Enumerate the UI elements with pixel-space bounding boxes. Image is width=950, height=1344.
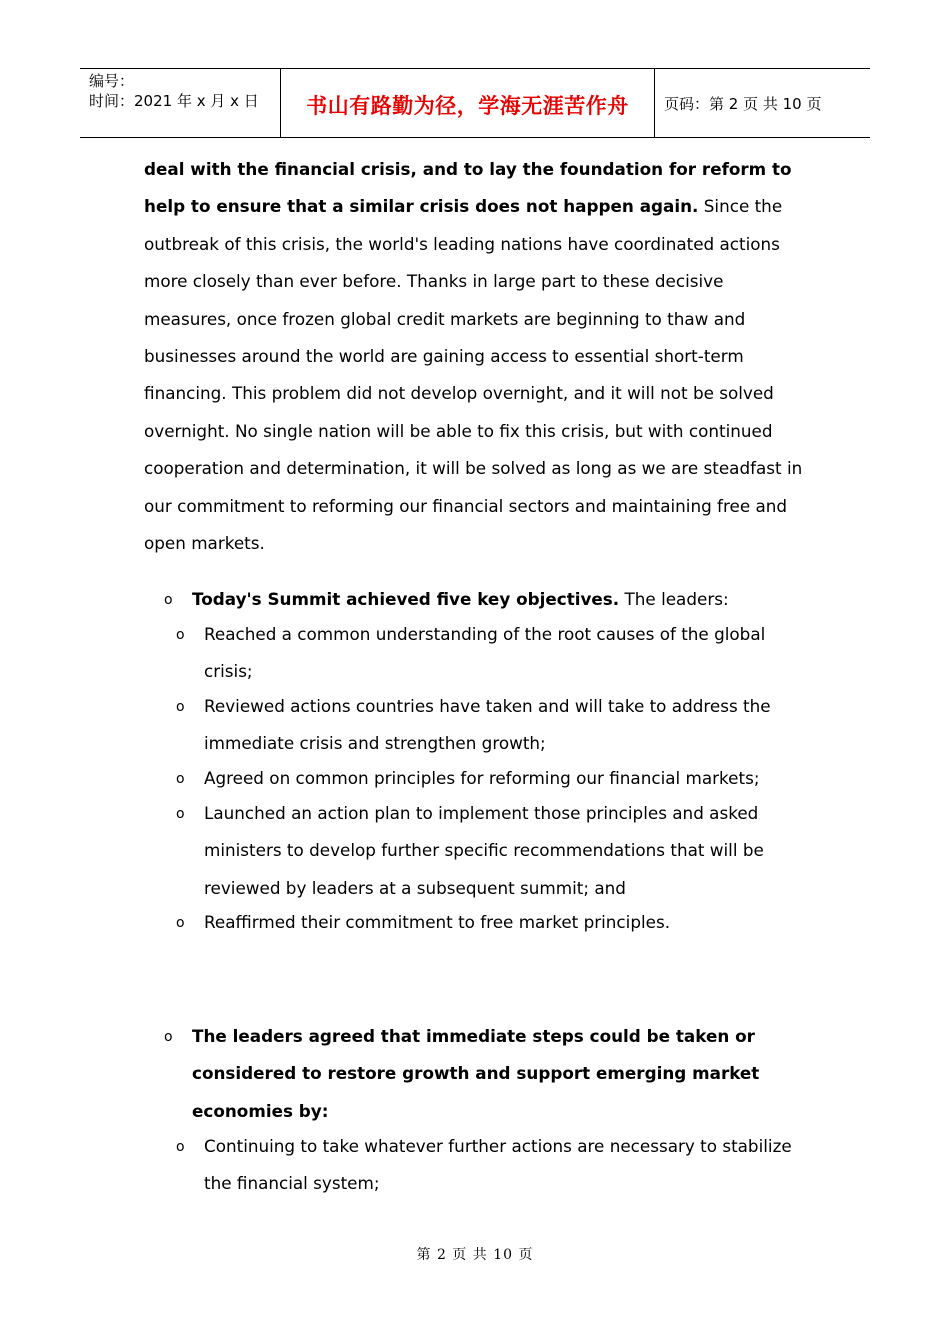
bullet-marker: o bbox=[176, 915, 185, 931]
bullet-marker: o bbox=[176, 806, 185, 822]
list-item-text: Launched an action plan to implement those principles and asked ministers to develop further specific recommendations that will be reviewed by leaders at a subsequent summit; and bbox=[204, 803, 764, 898]
section1-heading-text: The leaders: bbox=[619, 589, 729, 609]
list-item-text: Reviewed actions countries have taken and will take to address the immediate crisis and strengthen growth; bbox=[204, 696, 771, 754]
time-label: 时间：2021 年 x 月 x 日 bbox=[89, 92, 259, 110]
motto-text: 书山有路勤为径，学海无涯苦作舟 bbox=[306, 93, 629, 118]
bullet-marker: o bbox=[164, 1029, 173, 1045]
number-label: 编号： bbox=[89, 72, 135, 90]
page-footer: 第 2 页 共 10 页 bbox=[416, 1247, 534, 1263]
header-page-cell bbox=[655, 69, 870, 137]
header-table bbox=[80, 68, 870, 138]
list-item bbox=[176, 795, 814, 907]
paragraph-text: Since the outbreak of this crisis, the world's leading nations have coordinated actions more closely than ever before. Thanks in large part to these decisive measures, once frozen global credit markets are beginning to thaw and businesses around the world are gaining access to essential short-term financing. This problem did not develop overnight, and it will not be solved overnight. No single nation will be able to fix this crisis, but with continued cooperation and determination, it will be solved as long as we are steadfast in our commitment to reforming our financial sectors and maintaining free and open markets. bbox=[144, 196, 803, 554]
list-item-text: Reaffirmed their commitment to free market principles. bbox=[204, 912, 671, 932]
body-paragraph bbox=[144, 151, 814, 562]
list-item bbox=[176, 616, 814, 691]
section1-heading-bold: Today's Summit achieved five key objectives. bbox=[192, 589, 620, 609]
section2-heading bbox=[164, 1018, 792, 1130]
section2-heading-bold: The leaders agreed that immediate steps could be taken or considered to restore growth and support emerging market economies by: bbox=[192, 1026, 760, 1121]
bullet-marker: o bbox=[164, 592, 173, 608]
section1-heading bbox=[164, 581, 812, 618]
bullet-marker: o bbox=[176, 627, 185, 643]
list-item bbox=[176, 904, 814, 941]
list-item bbox=[176, 760, 814, 797]
page-label: 页码：第 2 页 共 10 页 bbox=[664, 94, 822, 113]
list-item-text: Continuing to take whatever further actions are necessary to stabilize the financial system; bbox=[204, 1136, 792, 1194]
bullet-marker: o bbox=[176, 771, 185, 787]
header-motto-cell bbox=[281, 69, 655, 137]
list-item-text: Reached a common understanding of the root causes of the global crisis; bbox=[204, 624, 766, 682]
list-item bbox=[176, 688, 814, 763]
bullet-marker: o bbox=[176, 1139, 185, 1155]
list-item-text: Agreed on common principles for reforming our financial markets; bbox=[204, 768, 760, 788]
bullet-marker: o bbox=[176, 699, 185, 715]
header-meta-cell bbox=[80, 69, 281, 137]
list-item bbox=[176, 1128, 814, 1203]
paragraph-bold-lead: deal with the financial crisis, and to lay the foundation for reform to help to ensure that a similar crisis does not happen again. bbox=[144, 159, 792, 217]
